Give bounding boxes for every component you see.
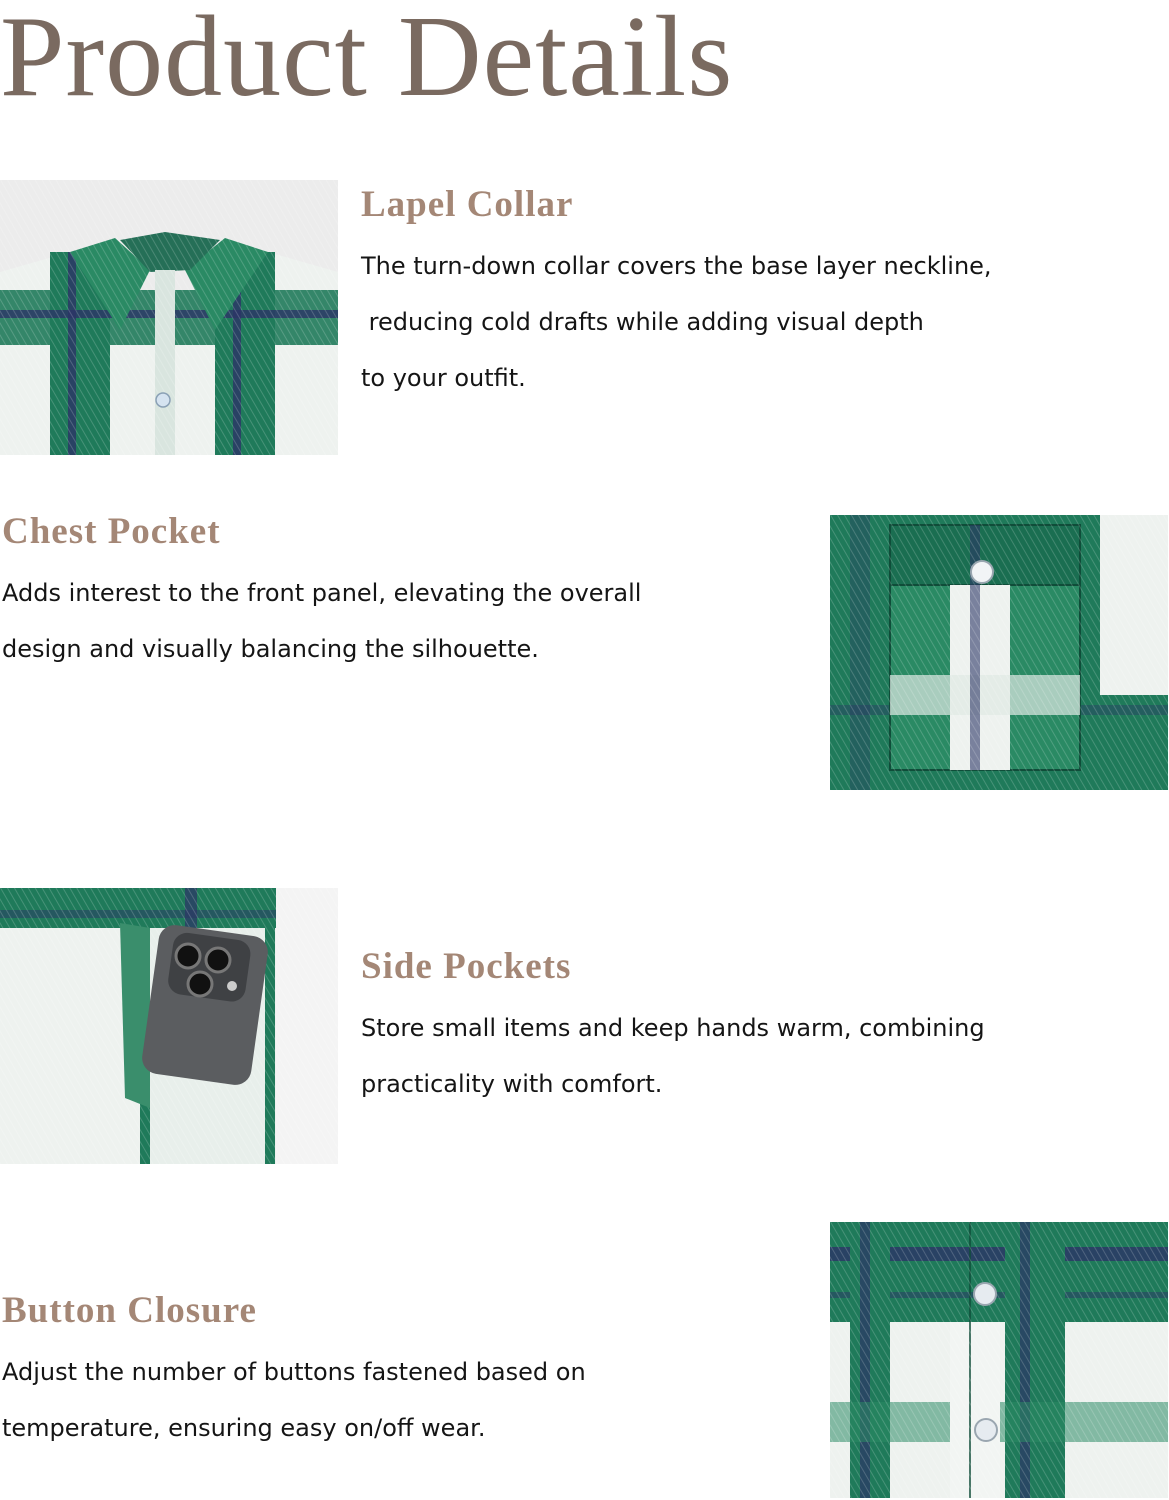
description-line: to your outfit.	[361, 364, 526, 392]
description-line: The turn-down collar covers the base layer neckline,	[361, 252, 992, 280]
description-line: design and visually balancing the silhouette.	[2, 635, 539, 663]
button-closure-photo	[830, 1222, 1168, 1498]
button-closure-description	[2, 1358, 762, 1458]
description-line: practicality with comfort.	[361, 1070, 663, 1098]
description-line: temperature, ensuring easy on/off wear.	[2, 1414, 486, 1442]
side-pocket-photo	[0, 888, 338, 1164]
chest-pocket-heading: Chest Pocket	[2, 511, 221, 552]
side-pockets-heading: Side Pockets	[361, 946, 572, 987]
description-line: Adds interest to the front panel, elevating the overall	[2, 579, 642, 607]
button-closure-heading: Button Closure	[2, 1290, 257, 1331]
lapel-collar-photo	[0, 180, 338, 455]
description-line: Adjust the number of buttons fastened based on	[2, 1358, 586, 1386]
side-pockets-description	[361, 1014, 1081, 1114]
lapel-collar-heading: Lapel Collar	[361, 184, 574, 225]
chest-pocket-photo	[830, 515, 1168, 790]
lapel-collar-description	[361, 252, 1061, 402]
page-title: Product Details	[0, 0, 734, 121]
chest-pocket-description	[2, 579, 762, 679]
description-line: reducing cold drafts while adding visual depth	[361, 308, 924, 336]
description-line: Store small items and keep hands warm, combining	[361, 1014, 985, 1042]
